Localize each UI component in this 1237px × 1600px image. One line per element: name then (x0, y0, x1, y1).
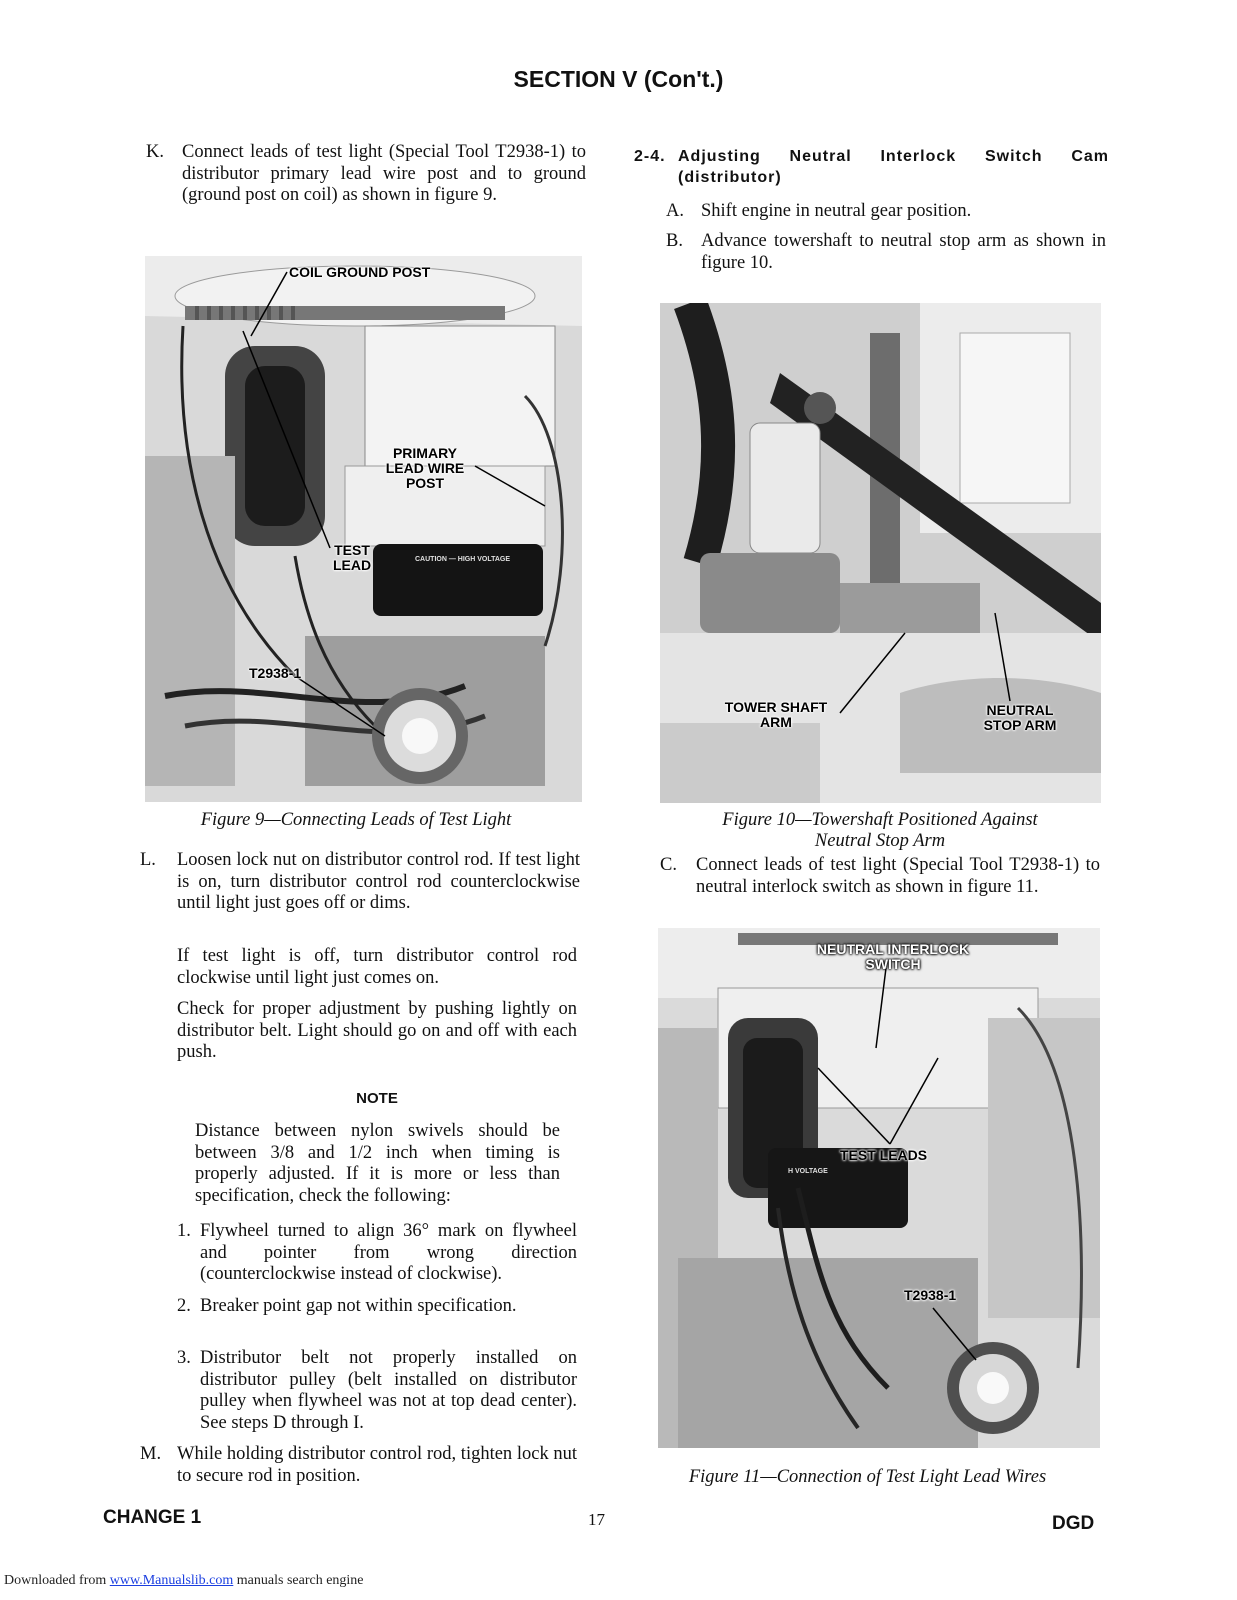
step-a (666, 201, 1106, 223)
page-title: SECTION V (Con't.) (513, 66, 724, 92)
step-c (660, 855, 1100, 898)
step-k (146, 142, 586, 207)
section-heading-number: 2-4. (634, 148, 666, 165)
note-item-2 (177, 1296, 577, 1318)
note-item-3-label: 3. (177, 1348, 191, 1368)
step-b (666, 231, 1106, 274)
step-l-label: L. (140, 850, 156, 870)
step-l (140, 850, 580, 915)
figure-9-photo (145, 256, 582, 802)
step-l-text: Loosen lock nut on distributor control rod. If test light is on, turn distributor control rod counterclockwise until light just goes off or dims. (177, 850, 580, 913)
note-title: NOTE (356, 1090, 398, 1107)
section-heading-text: Adjusting Neutral Interlock Switch Cam (distributor) (678, 148, 1109, 186)
step-m-label: M. (140, 1444, 162, 1464)
callout-neutral-interlock-switch: NEUTRAL INTERLOCK SWITCH (816, 941, 970, 972)
step-k-label: K. (146, 142, 164, 162)
step-a-label: A. (666, 201, 684, 221)
step-c-text: Connect leads of test light (Special Tool T2938-1) to neutral interlock switch as shown in figure 11. (696, 855, 1100, 897)
figure-9-caption: Figure 9—Connecting Leads of Test Light (200, 810, 512, 830)
download-footer (4, 1573, 364, 1589)
figure-10-caption-line-2: Neutral Stop Arm (814, 831, 946, 851)
step-b-label: B. (666, 231, 683, 251)
callout-tool-t2938-1-fig11: T2938-1 (904, 1287, 957, 1303)
callout-tower-shaft-arm: TOWER SHAFT ARM (724, 699, 828, 730)
figure-9-image (145, 256, 582, 802)
step-b-text: Advance towershaft to neutral stop arm as shown in figure 10. (701, 231, 1106, 273)
callout-primary-lead-wire-post: PRIMARY LEAD WIRE POST (385, 445, 465, 491)
note-item-1 (177, 1221, 577, 1286)
note-item-3-text: Distributor belt not properly installed on distributor pulley (belt installed on distributor pulley when flywheel was not at top dead center). See steps D through I. (200, 1348, 577, 1433)
download-prefix: Downloaded from (4, 1573, 107, 1588)
step-l-paragraph-2: If test light is off, turn distributor control rod clockwise until light just comes on. (177, 946, 577, 988)
step-a-text: Shift engine in neutral gear position. (701, 201, 972, 221)
note-item-2-label: 2. (177, 1296, 191, 1316)
download-suffix: manuals search engine (236, 1573, 364, 1588)
note-item-1-label: 1. (177, 1221, 191, 1241)
step-c-label: C. (660, 855, 677, 875)
fig9-label-line1: CAUTION — HIGH VOLTAGE (415, 556, 511, 563)
step-l-paragraph-3: Check for proper adjustment by pushing lightly on distributor belt. Light should go on and off with each push. (177, 999, 577, 1062)
callout-tool-t2938-1: T2938-1 (249, 665, 302, 681)
step-m (140, 1444, 577, 1487)
note-item-1-text: Flywheel turned to align 36° mark on flywheel and pointer from wrong direction (counterclockwise instead of clockwise). (200, 1221, 577, 1284)
page-number: 17 (588, 1510, 605, 1529)
step-k-text: Connect leads of test light (Special Tool T2938-1) to distributor primary lead wire post and to ground (ground post on coil) as shown in figure 9. (182, 142, 586, 205)
note-text: Distance between nylon swivels should be between 3/8 and 1/2 inch when timing is properly adjusted. If it is more or less than specification, check the following: (195, 1121, 560, 1206)
figure-10-photo (660, 303, 1101, 803)
note-item-2-text: Breaker point gap not within specification. (200, 1296, 517, 1316)
callout-test-leads: TEST LEADS (840, 1147, 928, 1163)
footer-change: CHANGE 1 (103, 1507, 202, 1528)
note-item-3 (177, 1348, 577, 1434)
figure-10-caption-line-1: Figure 10—Towershaft Positioned Against (722, 810, 1038, 830)
callout-neutral-stop-arm: NEUTRAL STOP ARM (983, 702, 1057, 733)
figure-11-image (658, 928, 1100, 1448)
figure-11-caption: Figure 11—Connection of Test Light Lead Wires (688, 1467, 1047, 1487)
fig11-label-line1: H VOLTAGE (788, 1168, 828, 1175)
manualslib-link[interactable]: www.Manualslib.com (109, 1573, 234, 1588)
callout-test-lead: TEST LEAD (332, 542, 372, 573)
step-m-text: While holding distributor control rod, tighten lock nut to secure rod in position. (177, 1444, 577, 1486)
footer-doc-code: DGD (1052, 1513, 1095, 1534)
figure-11-photo (658, 928, 1100, 1448)
callout-coil-ground-post: COIL GROUND POST (289, 264, 431, 280)
section-heading-2-4 (634, 146, 1109, 188)
